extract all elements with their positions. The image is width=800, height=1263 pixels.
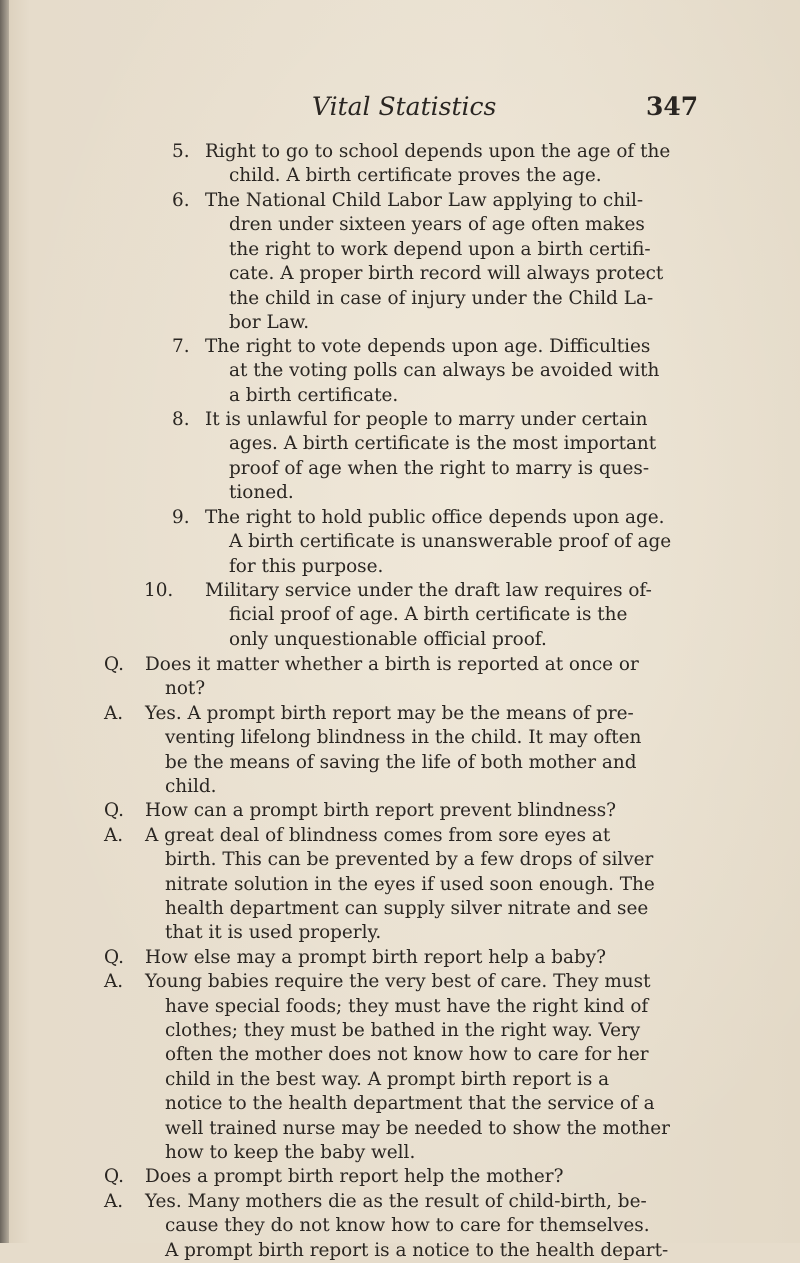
running-head: Vital Statistics — [312, 92, 497, 121]
item-line: the right to work depend upon a birth certifi- — [229, 238, 651, 260]
item-number: 9. — [172, 507, 190, 528]
item-line: The right to hold public office depends upon age. — [205, 507, 665, 528]
item-line: bor Law. — [229, 311, 310, 333]
item-number: 8. — [172, 409, 190, 430]
item-line: It is unlawful for people to marry under certain — [205, 409, 648, 430]
item-line: child. A birth certificate proves the age. — [229, 165, 602, 187]
qa-line: often the mother does not know how to care for her — [165, 1044, 649, 1066]
item-line: a birth certificate. — [229, 384, 399, 406]
qa-line: that it is used properly. — [165, 922, 382, 944]
item-line: ages. A birth certificate is the most important — [229, 433, 657, 455]
book-spine-shadow — [0, 0, 9, 1243]
qa-line: not? — [165, 678, 206, 700]
item-line: at the voting polls can always be avoided with — [229, 360, 660, 382]
item-line: only unquestionable official proof. — [229, 628, 547, 650]
item-line: The National Child Labor Law applying to chil- — [205, 190, 644, 211]
answer-marker: A. — [104, 971, 124, 993]
item-number: 10. — [144, 580, 174, 601]
qa-line: cause they do not know how to care for themselves. — [165, 1215, 650, 1237]
qa-line: How else may a prompt birth report help a baby? — [145, 946, 607, 968]
item-line: The right to vote depends upon age. Difficulties — [205, 336, 651, 357]
item-line: proof of age when the right to marry is ques- — [229, 457, 650, 479]
item-number: 5. — [172, 141, 190, 162]
item-line: tioned. — [229, 482, 294, 504]
qa-line: health department can supply silver nitrate and see — [165, 897, 649, 919]
qa-line: How can a prompt birth report prevent blindness? — [145, 800, 617, 822]
qa-line: venting lifelong blindness in the child. It may often — [165, 727, 642, 749]
qa-line: Does it matter whether a birth is reported at once or — [145, 654, 639, 675]
item-line: cate. A proper birth record will always protect — [229, 263, 664, 285]
question-marker: Q. — [104, 1166, 125, 1188]
answer-marker: A. — [104, 702, 124, 724]
page-header — [312, 92, 712, 132]
qa-line: birth. This can be prevented by a few drops of silver — [165, 849, 654, 871]
qa-line: be the means of saving the life of both mother and — [165, 751, 637, 773]
qa-line: Yes. A prompt birth report may be the means of pre- — [145, 702, 634, 724]
answer-marker: A. — [104, 1190, 124, 1212]
qa-line: how to keep the baby well. — [165, 1141, 416, 1163]
qa-line: Does a prompt birth report help the mother? — [145, 1166, 564, 1188]
qa-line: well trained nurse may be needed to show the mother — [165, 1117, 670, 1139]
item-line: Military service under the draft law requires of- — [205, 580, 652, 601]
item-line: Right to go to school depends upon the age of the — [205, 141, 671, 162]
qa-line: have special foods; they must have the right kind of — [165, 995, 649, 1017]
qa-line: Young babies require the very best of care. They must — [145, 971, 651, 993]
item-line: A birth certificate is unanswerable proof of age — [229, 531, 672, 553]
qa-line: notice to the health department that the service of a — [165, 1093, 655, 1115]
qa-line: A prompt birth report is a notice to the health depart- — [165, 1239, 669, 1261]
qa-line: A great deal of blindness comes from sore eyes at — [145, 824, 611, 846]
item-line: the child in case of injury under the Child La- — [229, 287, 654, 309]
question-marker: Q. — [104, 946, 125, 968]
qa-line: child in the best way. A prompt birth report is a — [165, 1068, 610, 1090]
item-number: 6. — [172, 190, 190, 211]
qa-line: Yes. Many mothers die as the result of child-birth, be- — [145, 1190, 647, 1212]
qa-line: nitrate solution in the eyes if used soon enough. The — [165, 873, 655, 895]
item-number: 7. — [172, 336, 190, 357]
qa-line: child. — [165, 775, 217, 797]
item-line: ficial proof of age. A birth certificate is the — [229, 604, 628, 626]
answer-marker: A. — [104, 824, 124, 846]
question-marker: Q. — [104, 654, 125, 675]
page-number: 347 — [646, 92, 699, 121]
item-line: dren under sixteen years of age often makes — [229, 214, 645, 236]
item-line: for this purpose. — [229, 555, 384, 577]
qa-line: clothes; they must be bathed in the right way. Very — [165, 1019, 641, 1041]
question-marker: Q. — [104, 800, 125, 822]
